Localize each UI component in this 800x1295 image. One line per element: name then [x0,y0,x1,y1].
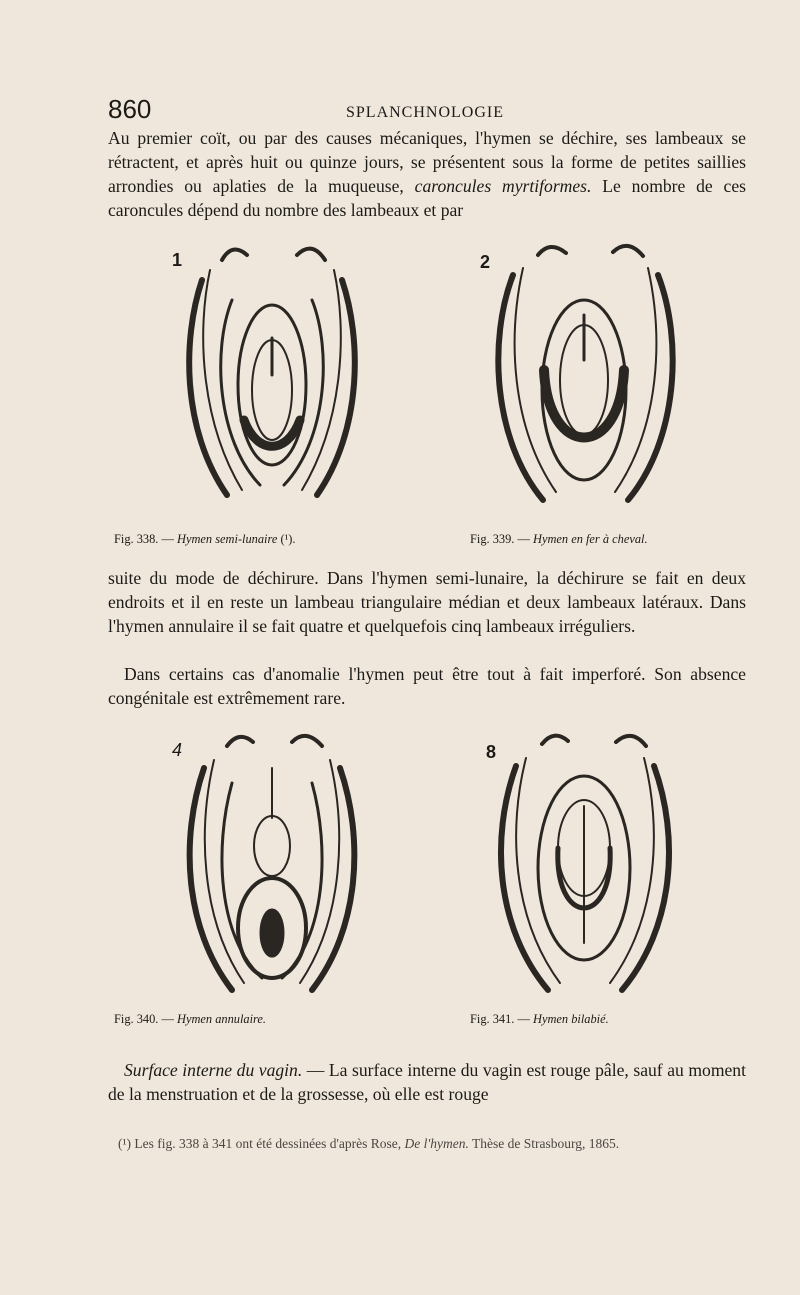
figure-caption [114,532,296,547]
illustration-hymen-semi-lunaire [172,240,372,520]
figure-caption [470,1012,609,1027]
footnote-text: Thèse de Strasbourg, 1865. [468,1136,620,1151]
footnote-marker: (¹) [118,1136,132,1151]
illustration-hymen-bilabie [478,728,690,1008]
figure-caption [114,1012,266,1027]
caption-label: Fig. 340. — [114,1012,177,1026]
caption-label: Fig. 341. — [470,1012,533,1026]
page-number: 860 [108,94,152,124]
section-heading: Surface interne du vagin. [124,1060,303,1080]
figure-hymen-bilabie [470,728,690,1026]
caption-title: Hymen annulaire. [177,1012,267,1026]
caption-title: Hymen semi-lunaire [177,532,278,546]
running-title: SPLANCHNOLOGIE [346,104,504,121]
paragraph-caroncules [108,126,746,222]
paragraph-text: Au premier coït, ou par des causes mécaniques, l'hymen se déchire, ses lambeaux se rétractent, et après huit ou quinze jours, se présentent sous la forme de petites saillies arrondies ou aplaties de la muqueuse, [108,128,746,196]
footnote [118,1134,744,1153]
paragraph-text: Le nombre de ces caroncules dépend du nombre des lambeaux et par [108,176,747,220]
caption-title: Hymen en fer à cheval. [533,532,648,546]
footnote-text: Les fig. 338 à 341 ont été dessinées d'après Rose, [131,1136,405,1151]
page-header [108,94,740,124]
figure-number: 8 [486,742,497,762]
illustration-hymen-annulaire [172,728,372,1008]
figure-caption [470,532,648,547]
figure-hymen-annulaire [114,728,372,1026]
paragraph-dechirure: suite du mode de déchirure. Dans l'hymen semi-lunaire, la déchirure se fait en deux endroits et il en reste un lambeau triangulaire médian et deux lambeaux latéraux. Dans l'hymen annulaire il se fait quatre et quelquefois cinq lambeaux irréguliers. [108,568,746,636]
caption-label: Fig. 339. — [470,532,533,546]
footnote-title: De l'hymen. [404,1136,469,1151]
illustration-hymen-fer-a-cheval [478,240,690,520]
caption-label: Fig. 338. — [114,532,177,546]
paragraph-anomalie: Dans certains cas d'anomalie l'hymen peut être tout à fait imperforé. Son absence congénitale est extrêmement rare. [108,664,746,708]
figure-number: 4 [172,740,183,760]
term-caroncules: caroncules myrtiformes. [414,176,592,196]
figure-number: 2 [480,252,491,272]
figure-hymen-fer-a-cheval [470,240,690,546]
caption-title: Hymen bilabié. [533,1012,609,1026]
paragraph-surface-vagin [108,1058,746,1106]
figure-hymen-semi-lunaire [114,240,372,546]
paragraph-text: — La surface interne du vagin est rouge pâle, sauf au moment de la menstruation et de la grossesse, où elle est rouge [108,1060,746,1104]
figure-number: 1 [172,250,183,270]
caption-note: (¹). [277,532,296,546]
